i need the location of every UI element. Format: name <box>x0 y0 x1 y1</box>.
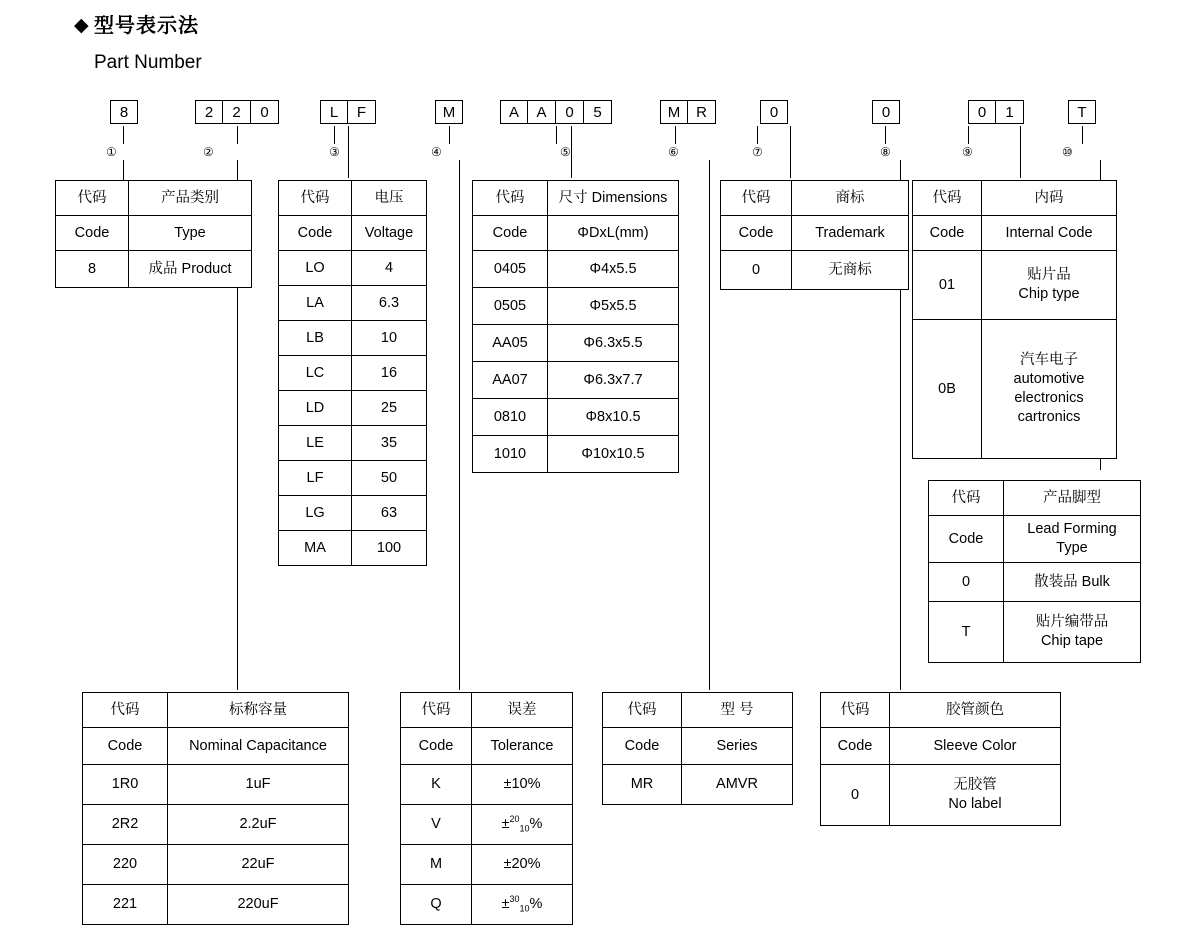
cap-header-value-cn: 标称容量 <box>168 693 349 728</box>
index-marker-8: ⑧ <box>880 145 891 159</box>
leader-line <box>968 126 969 144</box>
sleeve-code: 0 <box>821 765 890 826</box>
voltage-code: LA <box>279 286 352 321</box>
table-trademark <box>720 180 909 290</box>
voltage-value: 4 <box>352 251 427 286</box>
voltage-value: 50 <box>352 461 427 496</box>
code-cell: M <box>660 100 688 124</box>
type-row-value: 成品 Product <box>129 251 252 288</box>
leader-line <box>449 126 450 144</box>
dimensions-code: 0505 <box>473 288 548 325</box>
tol-suffix: % <box>529 895 543 912</box>
voltage-code: MA <box>279 531 352 566</box>
leader-line <box>459 160 460 690</box>
internal-header-value-cn: 内码 <box>982 181 1117 216</box>
table-row <box>929 602 1141 663</box>
type-row-code: 8 <box>56 251 129 288</box>
voltage-value: 100 <box>352 531 427 566</box>
code-cell: 2 <box>195 100 223 124</box>
table-row <box>83 845 349 885</box>
code-cell: L <box>320 100 348 124</box>
tol-header-value-en: Tolerance <box>472 728 573 765</box>
index-marker-4: ④ <box>431 145 442 159</box>
table-sleeve-color <box>820 692 1061 826</box>
internal-value-cn: 汽车电子 <box>1020 352 1078 368</box>
lead-header-value-en: Lead Forming Type <box>1004 516 1141 563</box>
code-cell: T <box>1068 100 1096 124</box>
leader-line <box>123 160 124 180</box>
table-row <box>83 765 349 805</box>
table-internal-code <box>912 180 1117 459</box>
series-value: AMVR <box>682 765 793 805</box>
internal-value-en: Chip type <box>1018 286 1080 302</box>
leader-line <box>675 126 676 144</box>
index-marker-9: ⑨ <box>962 145 973 159</box>
code-cell: A <box>528 100 556 124</box>
table-lead-forming <box>928 480 1141 663</box>
part-number-group-10 <box>1068 100 1096 124</box>
sleeve-header-value-en: Sleeve Color <box>890 728 1061 765</box>
voltage-header-value-cn: 电压 <box>352 181 427 216</box>
leader-line <box>556 126 557 144</box>
trademark-header-code-en: Code <box>721 216 792 251</box>
part-number-group-6 <box>660 100 716 124</box>
voltage-value: 16 <box>352 356 427 391</box>
tol-sign: ± <box>501 815 510 832</box>
table-row <box>83 805 349 845</box>
table-row <box>279 251 427 286</box>
page-title-cn: 型号表示法 <box>94 15 199 37</box>
voltage-header-code-en: Code <box>279 216 352 251</box>
tol-header-value-cn: 误差 <box>472 693 573 728</box>
table-row <box>473 251 679 288</box>
internal-header-value-en: Internal Code <box>982 216 1117 251</box>
lead-value-en: Chip tape <box>1040 633 1104 649</box>
cap-header-code-cn: 代码 <box>83 693 168 728</box>
internal-code: 01 <box>913 251 982 320</box>
voltage-value: 35 <box>352 426 427 461</box>
cap-value: 22uF <box>168 845 349 885</box>
code-cell: 1 <box>996 100 1024 124</box>
series-code: MR <box>603 765 682 805</box>
lead-header-code-en: Code <box>929 516 1004 563</box>
voltage-code: LD <box>279 391 352 426</box>
dimensions-header-value-cn: 尺寸 Dimensions <box>548 181 679 216</box>
code-cell: F <box>348 100 376 124</box>
table-row <box>929 563 1141 602</box>
dimensions-header-code-cn: 代码 <box>473 181 548 216</box>
code-cell: 0 <box>251 100 279 124</box>
code-cell: 0 <box>760 100 788 124</box>
table-row <box>279 531 427 566</box>
cap-header-value-en: Nominal Capacitance <box>168 728 349 765</box>
tol-value: ±10% <box>472 765 573 805</box>
voltage-code: LO <box>279 251 352 286</box>
dimensions-header-value-en: ΦDxL(mm) <box>548 216 679 251</box>
leader-line <box>757 126 758 144</box>
dimensions-value: Φ5x5.5 <box>548 288 679 325</box>
voltage-value: 63 <box>352 496 427 531</box>
internal-value-cn: 贴片品 <box>1027 267 1071 283</box>
index-marker-3: ③ <box>329 145 340 159</box>
page-title-en: Part Number <box>94 52 202 73</box>
dimensions-value: Φ8x10.5 <box>548 399 679 436</box>
table-row <box>279 426 427 461</box>
cap-value: 1uF <box>168 765 349 805</box>
tol-code: K <box>401 765 472 805</box>
leader-line <box>123 126 124 144</box>
index-marker-6: ⑥ <box>668 145 679 159</box>
lead-header-code-cn: 代码 <box>929 481 1004 516</box>
table-row <box>473 436 679 473</box>
leader-line <box>571 126 572 178</box>
part-number-group-9 <box>968 100 1024 124</box>
series-header-code-en: Code <box>603 728 682 765</box>
code-cell: R <box>688 100 716 124</box>
table-row <box>913 251 1117 320</box>
table-row <box>721 251 909 290</box>
type-header-code-en: Code <box>56 216 129 251</box>
lead-value: 散装品 Bulk <box>1004 563 1141 602</box>
index-marker-7: ⑦ <box>752 145 763 159</box>
leader-line <box>885 126 886 144</box>
tol-header-code-en: Code <box>401 728 472 765</box>
leader-line <box>237 126 238 144</box>
index-marker-1: ① <box>106 145 117 159</box>
table-row <box>401 845 573 885</box>
dimensions-code: 1010 <box>473 436 548 473</box>
code-cell: 0 <box>872 100 900 124</box>
table-row <box>279 391 427 426</box>
table-dimensions <box>472 180 679 473</box>
voltage-value: 25 <box>352 391 427 426</box>
voltage-code: LG <box>279 496 352 531</box>
index-marker-10: ⑩ <box>1062 145 1073 159</box>
tol-value-fraction <box>472 805 573 845</box>
sleeve-header-code-cn: 代码 <box>821 693 890 728</box>
voltage-value: 10 <box>352 321 427 356</box>
voltage-header-value-en: Voltage <box>352 216 427 251</box>
table-row <box>473 325 679 362</box>
code-cell: 0 <box>968 100 996 124</box>
leader-line <box>1020 126 1021 178</box>
code-cell: 8 <box>110 100 138 124</box>
series-header-value-en: Series <box>682 728 793 765</box>
internal-code: 0B <box>913 320 982 459</box>
type-header-value-en: Type <box>129 216 252 251</box>
tol-code: V <box>401 805 472 845</box>
tol-sub: 10 <box>519 823 530 834</box>
voltage-code: LF <box>279 461 352 496</box>
dimensions-code: AA05 <box>473 325 548 362</box>
leader-line <box>334 126 335 144</box>
dimensions-header-code-en: Code <box>473 216 548 251</box>
trademark-header-code-cn: 代码 <box>721 181 792 216</box>
leader-line <box>348 126 349 178</box>
leader-line <box>709 160 710 690</box>
part-number-group-2 <box>195 100 279 124</box>
index-marker-2: ② <box>203 145 214 159</box>
internal-value-en: automotive electronics cartronics <box>1013 371 1085 425</box>
dimensions-code: 0810 <box>473 399 548 436</box>
cap-code: 1R0 <box>83 765 168 805</box>
dimensions-value: Φ4x5.5 <box>548 251 679 288</box>
table-row <box>473 288 679 325</box>
dimensions-value: Φ6.3x5.5 <box>548 325 679 362</box>
part-number-group-3 <box>320 100 376 124</box>
table-row <box>603 765 793 805</box>
cap-header-code-en: Code <box>83 728 168 765</box>
voltage-code: LC <box>279 356 352 391</box>
cap-code: 2R2 <box>83 805 168 845</box>
cap-code: 220 <box>83 845 168 885</box>
table-row <box>279 286 427 321</box>
tol-suffix: % <box>529 815 543 832</box>
table-row <box>401 885 573 925</box>
table-row <box>473 362 679 399</box>
voltage-code: LE <box>279 426 352 461</box>
type-header-code-cn: 代码 <box>56 181 129 216</box>
table-row <box>401 765 573 805</box>
lead-code: T <box>929 602 1004 663</box>
tol-value: ±20% <box>472 845 573 885</box>
voltage-header-code-cn: 代码 <box>279 181 352 216</box>
part-number-group-4 <box>435 100 463 124</box>
table-row <box>401 805 573 845</box>
table-voltage <box>278 180 427 566</box>
dimensions-code: 0405 <box>473 251 548 288</box>
trademark-header-value-en: Trademark <box>792 216 909 251</box>
table-row <box>56 251 252 288</box>
sleeve-header-value-cn: 胶管颜色 <box>890 693 1061 728</box>
sleeve-value-en: No label <box>948 796 1002 812</box>
cap-value: 220uF <box>168 885 349 925</box>
trademark-value: 无商标 <box>792 251 909 290</box>
trademark-header-value-cn: 商标 <box>792 181 909 216</box>
code-cell: 5 <box>584 100 612 124</box>
lead-value-cn: 贴片编带品 <box>1035 614 1109 630</box>
code-cell: 0 <box>556 100 584 124</box>
tol-sign: ± <box>501 895 510 912</box>
tol-code: M <box>401 845 472 885</box>
tol-sup: 30 <box>509 894 520 905</box>
leader-line <box>1082 126 1083 144</box>
dimensions-code: AA07 <box>473 362 548 399</box>
tol-header-code-cn: 代码 <box>401 693 472 728</box>
code-cell: A <box>500 100 528 124</box>
code-cell: M <box>435 100 463 124</box>
index-marker-5: ⑤ <box>560 145 571 159</box>
tol-value-fraction <box>472 885 573 925</box>
voltage-value: 6.3 <box>352 286 427 321</box>
table-row <box>279 356 427 391</box>
part-number-group-8 <box>872 100 900 124</box>
lead-header-value-cn: 产品脚型 <box>1004 481 1141 516</box>
internal-header-code-en: Code <box>913 216 982 251</box>
table-capacitance <box>82 692 349 925</box>
series-header-value-cn: 型 号 <box>682 693 793 728</box>
title-bullet-icon: ◆ <box>74 15 89 36</box>
table-row <box>821 765 1061 826</box>
lead-code: 0 <box>929 563 1004 602</box>
leader-line <box>790 126 791 178</box>
tol-sub: 10 <box>519 903 530 914</box>
voltage-code: LB <box>279 321 352 356</box>
part-number-group-1 <box>110 100 138 124</box>
table-row <box>83 885 349 925</box>
table-row <box>279 321 427 356</box>
table-series <box>602 692 793 805</box>
dimensions-value: Φ6.3x7.7 <box>548 362 679 399</box>
cap-value: 2.2uF <box>168 805 349 845</box>
table-row <box>913 320 1117 459</box>
table-row <box>473 399 679 436</box>
sleeve-header-code-en: Code <box>821 728 890 765</box>
series-header-code-cn: 代码 <box>603 693 682 728</box>
tol-code: Q <box>401 885 472 925</box>
trademark-code: 0 <box>721 251 792 290</box>
dimensions-value: Φ10x10.5 <box>548 436 679 473</box>
tol-sup: 20 <box>509 814 520 825</box>
part-number-group-7 <box>760 100 788 124</box>
cap-code: 221 <box>83 885 168 925</box>
sleeve-value-cn: 无胶管 <box>953 777 997 793</box>
internal-header-code-cn: 代码 <box>913 181 982 216</box>
table-row <box>279 461 427 496</box>
type-header-value-cn: 产品类别 <box>129 181 252 216</box>
code-cell: 2 <box>223 100 251 124</box>
part-number-group-5 <box>500 100 612 124</box>
table-row <box>279 496 427 531</box>
table-type <box>55 180 252 288</box>
table-tolerance <box>400 692 573 925</box>
